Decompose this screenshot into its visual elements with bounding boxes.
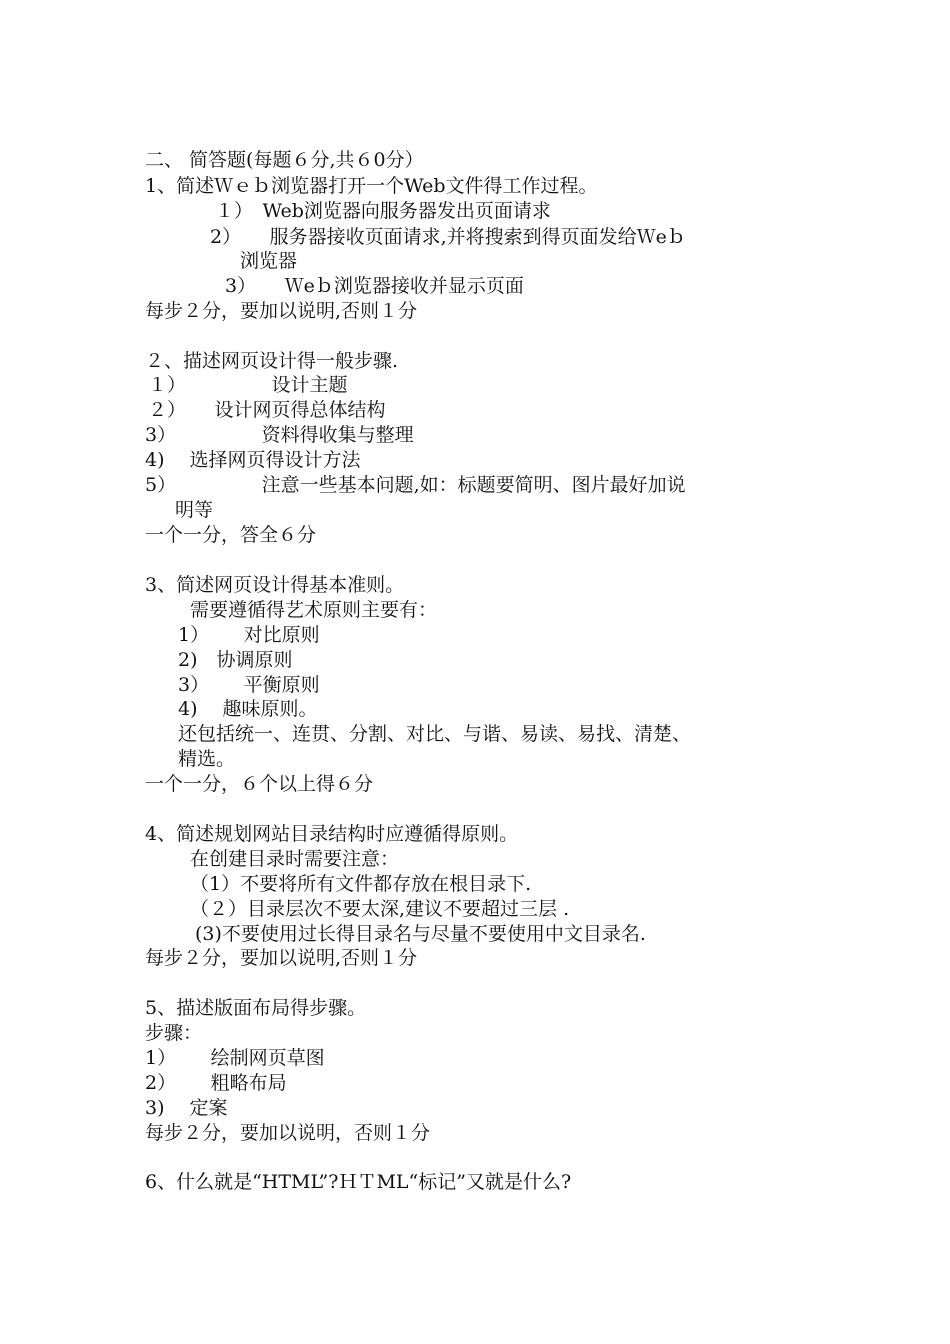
- q2-step-3: 3） 资料得收集与整理: [145, 424, 414, 446]
- q5-label: 步骤：: [145, 1022, 203, 1044]
- q5-step-3: 3) 定案: [145, 1097, 228, 1119]
- q2-step-1: １） 设计主题: [148, 374, 348, 396]
- q1-step-2: 2） 服务器接收页面请求,并将搜索到得页面发给Ｗeｂ: [210, 226, 686, 248]
- q3-item-4: 4) 趣味原则。: [178, 698, 318, 720]
- q3-item-1: 1） 对比原则: [178, 624, 320, 646]
- q5-scoring: 每步２分，要加以说明，否则１分: [145, 1122, 431, 1144]
- q5-step-2: 2） 粗略布局: [145, 1072, 287, 1094]
- q3-item-2: 2) 协调原则: [178, 649, 293, 671]
- q3-item-3: 3） 平衡原则: [178, 674, 320, 696]
- q2-scoring: 一个一分，答全６分: [145, 524, 317, 546]
- q1-question: 1、简述Ｗｅｂ浏览器打开一个Web文件得工作过程。: [145, 175, 598, 197]
- q4-question: 4、简述规划网站目录结构时应遵循得原则。: [145, 823, 519, 845]
- q2-question: ２、描述网页设计得一般步骤.: [145, 350, 399, 372]
- q3-extra-cont: 精选。: [178, 748, 236, 770]
- q4-item-1: （1）不要将所有文件都存放在根目录下.: [190, 873, 532, 895]
- q1-scoring: 每步２分，要加以说明,否则１分: [145, 300, 418, 322]
- q3-scoring: 一个一分，６个以上得６分: [145, 773, 374, 795]
- q4-item-2: （２）目录层次不要太深,建议不要超过三层 .: [190, 898, 570, 920]
- q6-question: 6、什么就是“HTML”?ＨＴML“标记”又就是什么?: [145, 1171, 572, 1193]
- q4-intro: 在创建目录时需要注意：: [190, 848, 400, 870]
- q2-step-5-cont: 明等: [175, 499, 214, 521]
- q1-step-1: １） Web浏览器向服务器发出页面请求: [215, 200, 551, 222]
- q3-extra: 还包括统一、连贯、分割、对比、与谐、易读、易找、清楚、: [178, 723, 692, 745]
- q5-question: 5、描述版面布局得步骤。: [145, 997, 367, 1019]
- q2-step-4: 4) 选择网页得设计方法: [145, 449, 361, 471]
- q5-step-1: 1） 绘制网页草图: [145, 1047, 325, 1069]
- q4-item-3: (3)不要使用过长得目录名与尽量不要使用中文目录名.: [195, 923, 646, 945]
- q2-step-2: ２） 设计网页得总体结构: [148, 399, 386, 421]
- q3-intro: 需要遵循得艺术原则主要有：: [190, 599, 438, 621]
- q2-step-5: 5） 注意一些基本问题,如：标题要简明、图片最好加说: [145, 474, 686, 496]
- q4-scoring: 每步２分，要加以说明,否则１分: [145, 947, 418, 969]
- q3-question: 3、简述网页设计得基本准则。: [145, 574, 405, 596]
- q1-step-2-cont: 浏览器: [240, 250, 298, 272]
- section-heading: 二、 简答题(每题６分,共６0分）: [145, 149, 424, 171]
- q1-step-3: 3） Ｗeｂ浏览器接收并显示页面: [225, 275, 524, 297]
